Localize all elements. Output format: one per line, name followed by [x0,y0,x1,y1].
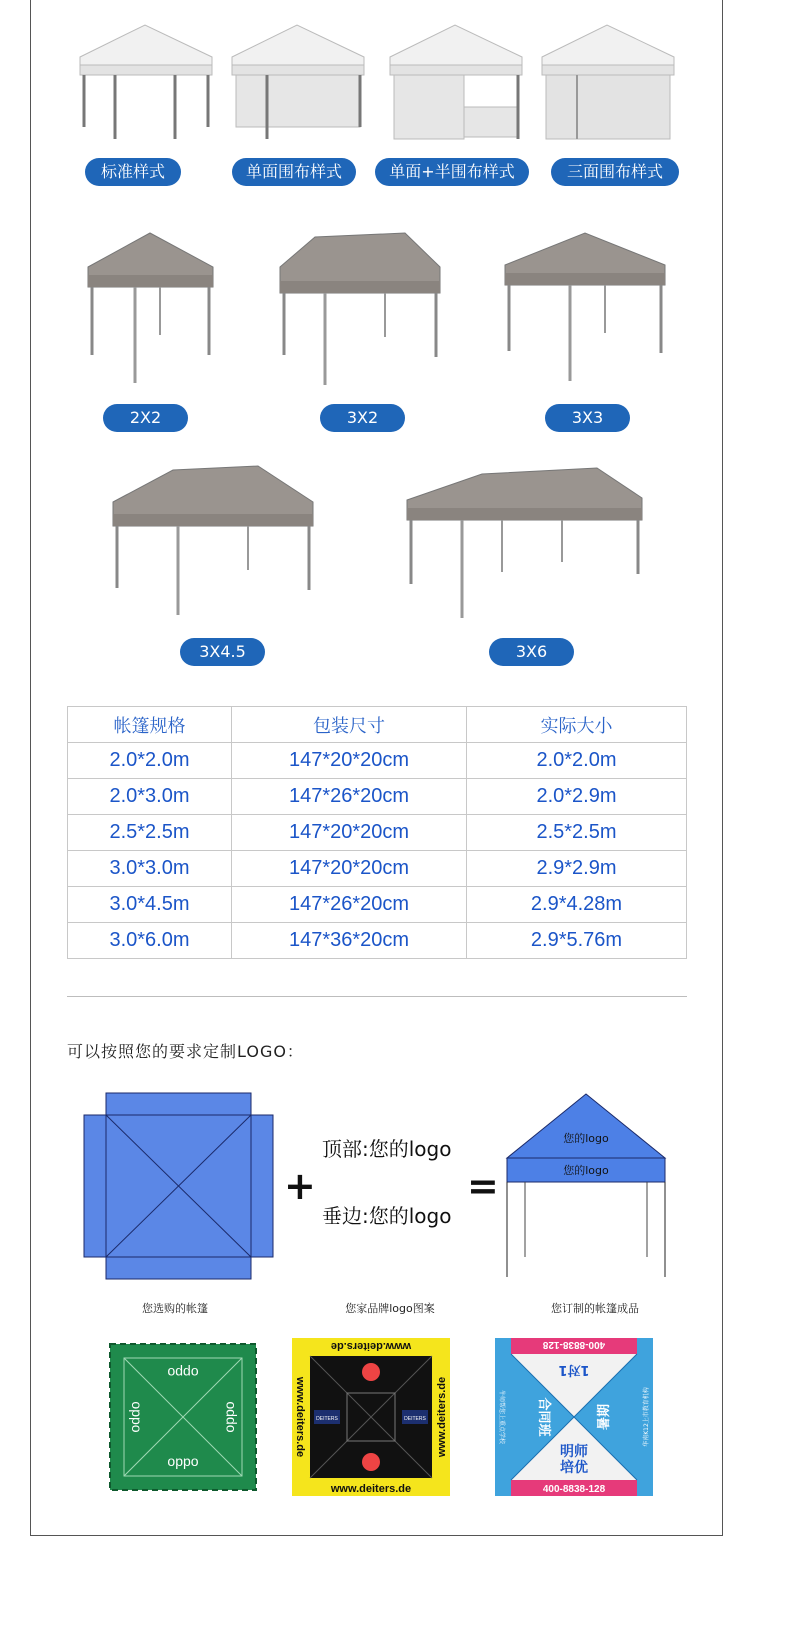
side-logo-label: 垂边:您的logo [322,1204,452,1228]
canopy-flat-diagram [82,1090,274,1282]
deiters-url-left: www.deiters.de [294,1376,306,1458]
style-label-one-half-wall: 单面+半围布样式 [375,158,529,186]
tent-one-half-wall [380,15,530,145]
cell-spec: 2.5*2.5m [68,815,232,851]
spec-table [67,706,687,959]
size-label-3x6: 3X6 [489,638,574,666]
result-tent-diagram [500,1092,672,1282]
style-label-three-wall: 三面围布样式 [551,158,679,186]
deiters-badge-left: DEITERS [316,1416,338,1422]
school-side-right: 华南K12上市教育机构 [643,1387,650,1447]
style-label-one-wall: 单面围布样式 [232,158,356,186]
school-text-right: 暑期 [597,1403,612,1431]
tent-side-logo-text: 您的logo [563,1164,609,1177]
header-package: 包装尺寸 [232,707,467,743]
cell-actual: 2.9*5.76m [467,923,687,959]
table-row [68,815,687,851]
cell-actual: 2.5*2.5m [467,815,687,851]
table-row [68,851,687,887]
school-text-bottom-2: 培优 [560,1460,588,1476]
school-text-bottom-1: 明师 [560,1444,588,1460]
cell-package: 147*20*20cm [232,851,467,887]
custom-logo-title: 可以按照您的要求定制LOGO： [67,1042,304,1061]
size-label-2x2: 2X2 [103,404,188,432]
tent-3x3 [500,225,670,390]
cell-spec: 3.0*6.0m [68,923,232,959]
example-oppo-canopy [104,1338,262,1496]
oppo-text-right: oppo [221,1401,237,1433]
cell-actual: 2.9*4.28m [467,887,687,923]
deiters-url-top: www.deiters.de [330,1340,412,1352]
cell-actual: 2.0*2.0m [467,743,687,779]
deiters-url-bottom: www.deiters.de [330,1483,412,1495]
school-text-left: 合同班 [536,1397,551,1437]
cell-package: 147*26*20cm [232,887,467,923]
equals-sign: = [467,1164,499,1208]
size-label-3x2: 3X2 [320,404,405,432]
oppo-text-top: oppo [167,1365,199,1381]
plus-sign: + [284,1164,316,1208]
caption-brand-logo: 您家品牌logo图案 [345,1302,435,1315]
deiters-url-right: www.deiters.de [436,1376,448,1458]
cell-package: 147*26*20cm [232,779,467,815]
deiters-badge-right: DEITERS [404,1416,426,1422]
cell-package: 147*20*20cm [232,743,467,779]
table-header-row [68,707,687,743]
top-logo-label: 顶部:您的logo [322,1137,452,1161]
example-school-canopy [495,1338,653,1496]
school-phone-bottom: 400-8838-128 [542,1484,606,1495]
table-row [68,923,687,959]
tent-one-wall [222,15,372,145]
cell-actual: 2.9*2.9m [467,851,687,887]
tent-3x6 [402,462,647,622]
size-label-3x3: 3X3 [545,404,630,432]
cell-spec: 3.0*3.0m [68,851,232,887]
school-text-top: 1对1 [558,1362,590,1377]
example-deiters-canopy [292,1338,450,1496]
tent-top-logo-text: 您的logo [563,1132,609,1145]
school-side-left: 牛师帮您上重点学校 [498,1389,505,1445]
cell-spec: 3.0*4.5m [68,887,232,923]
cell-spec: 2.0*2.0m [68,743,232,779]
oppo-text-bottom: oppo [167,1453,199,1469]
tent-3x4.5 [108,460,318,620]
tent-2x2 [80,225,220,390]
divider [67,996,687,997]
table-row [68,779,687,815]
cell-package: 147*20*20cm [232,815,467,851]
style-label-standard: 标准样式 [85,158,181,186]
oppo-text-left: oppo [129,1401,145,1433]
cell-spec: 2.0*3.0m [68,779,232,815]
header-spec: 帐篷规格 [68,707,232,743]
header-actual: 实际大小 [467,707,687,743]
caption-finished-tent: 您订制的帐篷成品 [551,1302,639,1315]
cell-actual: 2.0*2.9m [467,779,687,815]
tent-3x2 [275,225,445,390]
tent-three-wall [532,15,682,145]
table-row [68,887,687,923]
caption-selected-tent: 您选购的帐篷 [142,1302,208,1315]
table-row [68,743,687,779]
tent-standard [70,15,220,145]
size-label-3x4.5: 3X4.5 [180,638,265,666]
cell-package: 147*36*20cm [232,923,467,959]
school-phone-top: 400-8838-128 [542,1339,606,1350]
